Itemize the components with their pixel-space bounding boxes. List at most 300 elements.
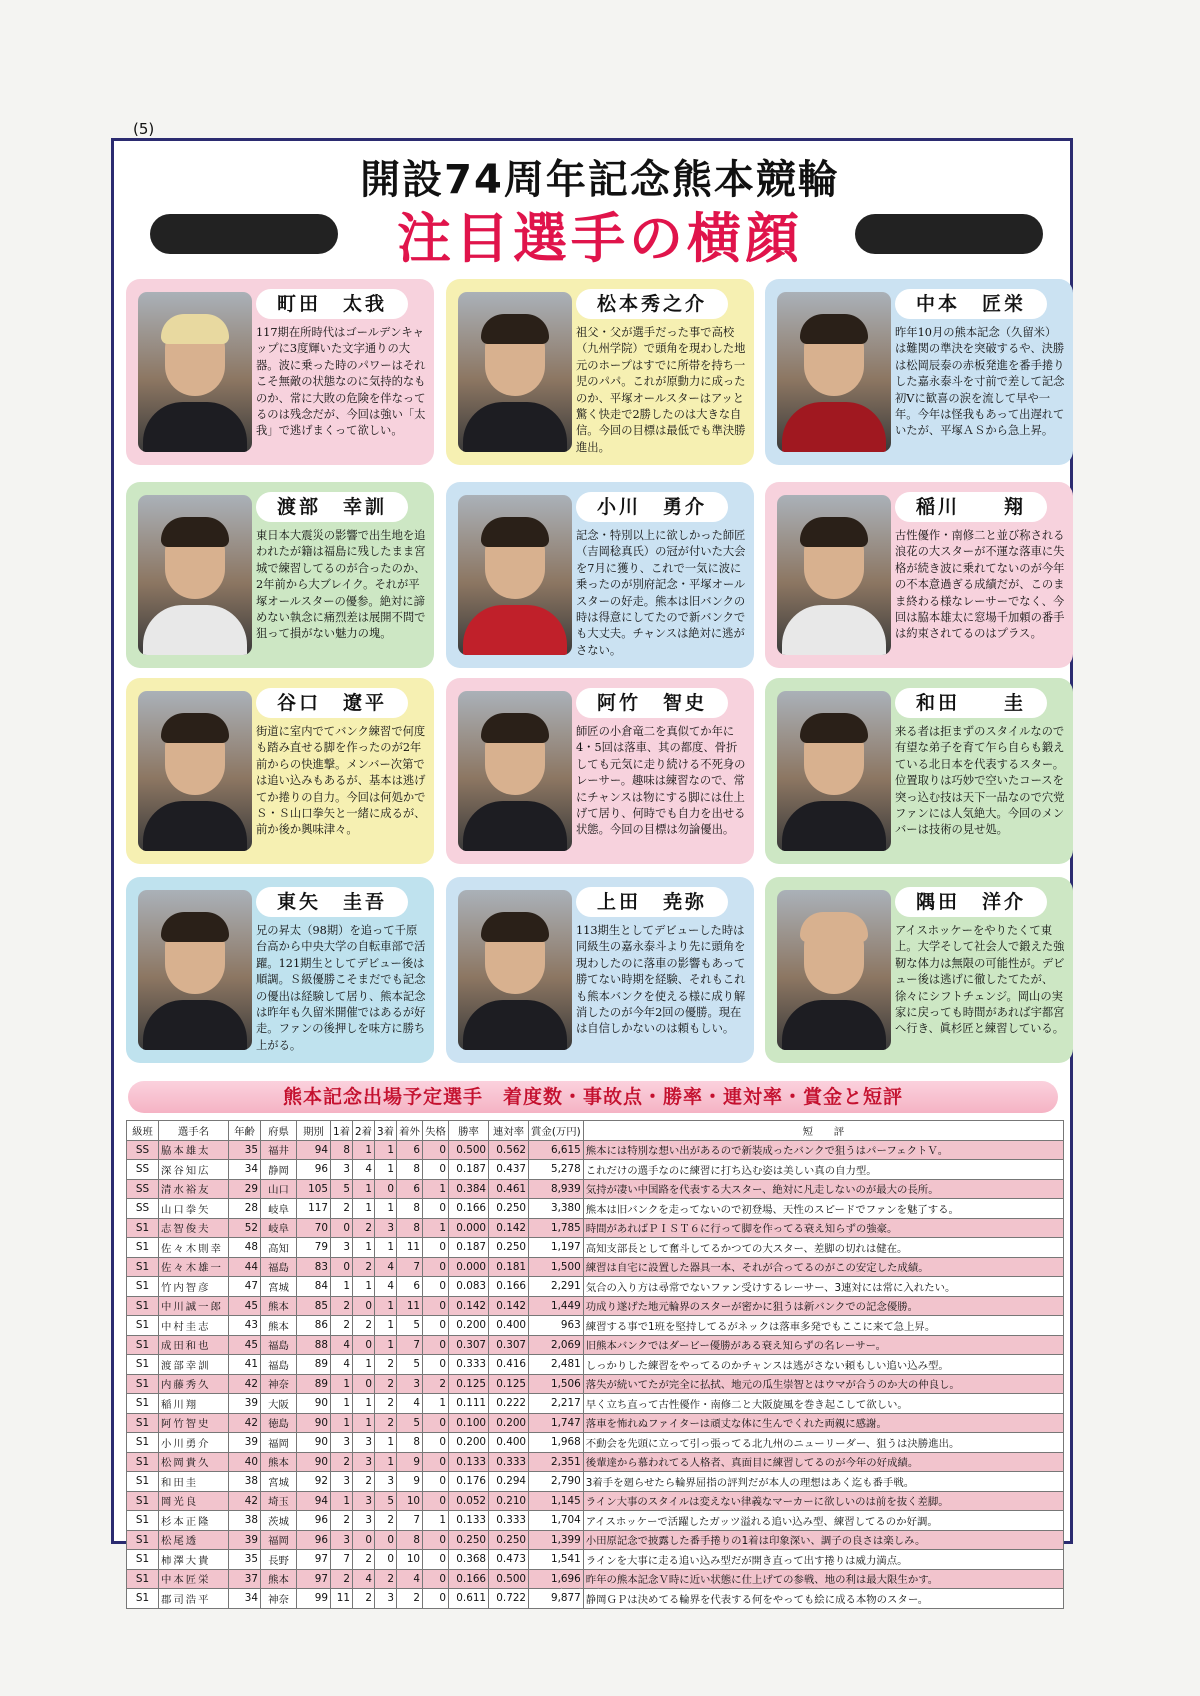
table-cell: 7: [397, 1257, 423, 1277]
table-cell: 内藤秀久: [159, 1374, 229, 1394]
table-cell: 0.222: [489, 1394, 529, 1414]
table-cell: 3: [331, 1238, 353, 1258]
player-card: [126, 279, 434, 465]
table-cell: 熊本: [261, 1452, 297, 1472]
table-cell: 11: [397, 1238, 423, 1258]
table-cell: S1: [127, 1374, 159, 1394]
table-cell: 脇本雄太: [159, 1140, 229, 1160]
table-cell: 0: [423, 1199, 449, 1219]
player-desc: 昨年10月の熊本記念（久留米）は難関の準決を突破するや、決勝は松岡辰泰の赤板発進を番手捲りした嘉永泰斗を寸前で差して記念初Vに歓喜の涙を流して早や一年。今年は怪我もあって出遅れていたが、平塚ＡＳから急上昇。: [895, 326, 1065, 438]
table-cell: 旧熊本バンクではダービー優勝がある衰え知らずの名レーサー。: [583, 1335, 1063, 1355]
table-cell: これだけの選手なのに練習に打ち込む姿は美しい真の自力型。: [583, 1160, 1063, 1180]
table-cell: 1: [375, 1160, 397, 1180]
table-cell: 柿澤大貴: [159, 1550, 229, 1570]
table-cell: SS: [127, 1199, 159, 1219]
table-row: [127, 1374, 1064, 1394]
table-cell: 4: [375, 1277, 397, 1297]
table-cell: 10: [397, 1491, 423, 1511]
table-cell: 2: [423, 1374, 449, 1394]
table-cell: 5: [397, 1316, 423, 1336]
table-row: [127, 1335, 1064, 1355]
table-cell: 0.307: [489, 1335, 529, 1355]
table-cell: 0.125: [449, 1374, 489, 1394]
table-cell: 8,939: [529, 1179, 584, 1199]
table-cell: 0.368: [449, 1550, 489, 1570]
table-cell: 7: [397, 1335, 423, 1355]
table-cell: 89: [297, 1355, 331, 1375]
table-cell: 79: [297, 1238, 331, 1258]
table-cell: 0: [423, 1550, 449, 1570]
table-cell: 84: [297, 1277, 331, 1297]
table-cell: 0.400: [489, 1433, 529, 1453]
table-cell: 8: [397, 1218, 423, 1238]
table-cell: 0: [353, 1335, 375, 1355]
table-cell: 0.187: [449, 1160, 489, 1180]
col-header: 級班: [127, 1121, 159, 1141]
table-cell: 杉本正隆: [159, 1511, 229, 1531]
table-row: [127, 1257, 1064, 1277]
table-cell: 42: [229, 1413, 261, 1433]
player-desc: 兄の昇太（98期）を追って千原台高から中央大学の自転車部で活躍。121期生としてデビュー後は順調。Ｓ級優勝こそまだでも記念の優出は経験して居り、熊本記念は昨年も久留米開催ではあるが好走。ファンの後押しを味方に勝ち上がる。: [256, 924, 426, 1052]
table-cell: 和田圭: [159, 1472, 229, 1492]
player-photo: [458, 890, 572, 1050]
table-cell: 44: [229, 1257, 261, 1277]
table-cell: 0.125: [489, 1374, 529, 1394]
col-header: 期別: [297, 1121, 331, 1141]
table-cell: 2: [353, 1589, 375, 1609]
player-card: [126, 678, 434, 864]
table-cell: 0: [353, 1374, 375, 1394]
table-cell: 1: [375, 1199, 397, 1219]
table-cell: 83: [297, 1257, 331, 1277]
player-name: 町田 太我: [256, 289, 408, 319]
table-cell: 0: [423, 1530, 449, 1550]
table-cell: 39: [229, 1394, 261, 1414]
table-cell: 7: [397, 1511, 423, 1531]
table-cell: 1,197: [529, 1238, 584, 1258]
table-cell: 岐阜: [261, 1218, 297, 1238]
table-cell: 0: [423, 1569, 449, 1589]
table-cell: ライン大事のスタイルは変えない律義なマーカーに欲しいのは前を抜く差脚。: [583, 1491, 1063, 1511]
table-cell: 竹内智彦: [159, 1277, 229, 1297]
table-cell: 2: [331, 1199, 353, 1219]
table-cell: 0.142: [489, 1218, 529, 1238]
table-cell: 35: [229, 1550, 261, 1570]
player-desc: 街道に室内でてバンク練習で何度も踏み直せる脚を作ったのが2年前からの快進撃。メンバー次第では追い込みもあるが、基本は逃げてか捲りの自力。今回は何処かでＳ・Ｓ山口拳矢と一緒に成るが、前か後か興味津々。: [256, 725, 426, 837]
table-cell: 高知: [261, 1238, 297, 1258]
table-cell: 0.181: [489, 1257, 529, 1277]
table-cell: 1: [331, 1374, 353, 1394]
table-cell: 4: [397, 1569, 423, 1589]
footer-marks: · · ·: [560, 1584, 606, 1595]
table-cell: S1: [127, 1335, 159, 1355]
table-cell: 熊本には特別な想い出があるので新装成ったバンクで狙うはパーフェクトＶ。: [583, 1140, 1063, 1160]
table-cell: 8: [331, 1140, 353, 1160]
table-cell: 1: [375, 1238, 397, 1258]
table-cell: 96: [297, 1530, 331, 1550]
player-desc: 記念・特別以上に欲しかった師匠（吉岡稔真氏）の冠が付いた大会を7月に獲り、これで一気に波に乗ったのが別府記念・平塚オールスターの好走。熊本は旧バンクの時は得意にしてたので新バンクでも大丈夫。チャンスは絶対に逃がさない。: [576, 529, 746, 657]
table-cell: 0: [331, 1218, 353, 1238]
table-cell: 0: [423, 1277, 449, 1297]
table-cell: 2: [375, 1569, 397, 1589]
player-photo: [138, 292, 252, 452]
player-photo: [138, 691, 252, 851]
table-cell: S1: [127, 1394, 159, 1414]
table-cell: S1: [127, 1218, 159, 1238]
table-cell: 阿竹智史: [159, 1413, 229, 1433]
table-cell: S1: [127, 1589, 159, 1609]
table-cell: 2: [375, 1394, 397, 1414]
table-cell: 神奈: [261, 1589, 297, 1609]
player-card: [126, 482, 434, 668]
table-cell: 0.500: [489, 1569, 529, 1589]
player-name: 松本秀之介: [576, 289, 728, 319]
table-cell: 早く立ち直って古性優作・南修二と大阪旋風を巻き起こして欲しい。: [583, 1394, 1063, 1414]
player-photo: [458, 495, 572, 655]
table-cell: 2: [353, 1472, 375, 1492]
table-row: [127, 1296, 1064, 1316]
table-cell: 0: [423, 1335, 449, 1355]
table-cell: 佐々木雄一: [159, 1257, 229, 1277]
table-cell: 1,968: [529, 1433, 584, 1453]
table-cell: 1: [353, 1277, 375, 1297]
table-row: [127, 1511, 1064, 1531]
table-title: 熊本記念出場予定選手 着度数・事故点・勝率・連対率・賞金と短評: [128, 1081, 1058, 1113]
table-cell: 1: [375, 1316, 397, 1336]
player-desc: 祖父・父が選手だった事で高校（九州学院）で頭角を現わした地元のホープはすでに所帯を持ち一児のパパ。これが原動力に成ったのか、平塚オールスターはアッと驚く快走で2勝したのは大きな自信。今回の目標は最低でも準決勝進出。: [576, 326, 746, 454]
table-cell: 5: [397, 1355, 423, 1375]
table-cell: 1: [353, 1394, 375, 1414]
table-cell: 42: [229, 1491, 261, 1511]
table-cell: 0.333: [449, 1355, 489, 1375]
table-cell: 2: [331, 1569, 353, 1589]
table-row: [127, 1160, 1064, 1180]
table-cell: 静岡: [261, 1160, 297, 1180]
table-cell: 1: [375, 1433, 397, 1453]
table-cell: 43: [229, 1316, 261, 1336]
table-cell: 35: [229, 1140, 261, 1160]
player-name: 中本 匠栄: [895, 289, 1047, 319]
table-cell: 117: [297, 1199, 331, 1219]
table-cell: 2: [375, 1413, 397, 1433]
table-row: [127, 1355, 1064, 1375]
player-name: 和田 圭: [895, 688, 1047, 718]
table-cell: 徳島: [261, 1413, 297, 1433]
table-cell: 37: [229, 1569, 261, 1589]
table-cell: 2,217: [529, 1394, 584, 1414]
player-photo: [138, 495, 252, 655]
table-cell: 静岡ＧＰは決めてる輪界を代表する何をやっても絵に成る本物のスター。: [583, 1589, 1063, 1609]
table-cell: 気持が凄い中国路を代表する大スター、絶対に凡走しないのが最大の長所。: [583, 1179, 1063, 1199]
table-cell: 94: [297, 1140, 331, 1160]
table-cell: 0.562: [489, 1140, 529, 1160]
table-cell: SS: [127, 1179, 159, 1199]
table-cell: 4: [397, 1394, 423, 1414]
table-cell: 90: [297, 1413, 331, 1433]
table-cell: 昨年の熊本記念Ｖ時に近い状態に仕上げての参戦、地の利は最大限生かす。: [583, 1569, 1063, 1589]
table-cell: 47: [229, 1277, 261, 1297]
table-cell: 1,785: [529, 1218, 584, 1238]
table-cell: 福島: [261, 1257, 297, 1277]
player-desc: 来る者は拒まずのスタイルなので有望な弟子を育て乍ら自らも鍛えている北日本を代表するスター。位置取りは巧妙で空いたコースを突っ込む技は天下一品なので穴党ファンには人気絶大。今回のメンバーは技術の見せ処。: [895, 725, 1065, 837]
table-cell: 1: [353, 1413, 375, 1433]
table-cell: 0.294: [489, 1472, 529, 1492]
player-card: [765, 877, 1073, 1063]
table-cell: 練習は自宅に設置した器具一本、それが合ってるのがこの安定した成績。: [583, 1257, 1063, 1277]
table-row: [127, 1238, 1064, 1258]
table-cell: 郡司浩平: [159, 1589, 229, 1609]
table-cell: 佐々木則幸: [159, 1238, 229, 1258]
table-cell: 963: [529, 1316, 584, 1336]
table-cell: S1: [127, 1257, 159, 1277]
player-card: [126, 877, 434, 1063]
table-cell: 28: [229, 1199, 261, 1219]
table-cell: 2,351: [529, 1452, 584, 1472]
table-row: [127, 1140, 1064, 1160]
table-cell: 97: [297, 1569, 331, 1589]
player-desc: 117期在所時代はゴールデンキャップに3度輝いた文字通りの大器。波に乗った時のパワーはそれこそ無敵の状態なのに気持的なものか、常に大敗の危険を伴なってるのは残念だが、今回は強い「太我」で逃げまくって欲しい。: [256, 326, 426, 438]
table-cell: 4: [353, 1569, 375, 1589]
table-row: [127, 1491, 1064, 1511]
table-cell: 岐阜: [261, 1199, 297, 1219]
table-cell: 1,500: [529, 1257, 584, 1277]
table-row: [127, 1218, 1064, 1238]
table-cell: 8: [397, 1160, 423, 1180]
table-cell: 38: [229, 1472, 261, 1492]
table-cell: SS: [127, 1140, 159, 1160]
table-cell: 0.052: [449, 1491, 489, 1511]
table-cell: 福島: [261, 1335, 297, 1355]
table-cell: 熊本: [261, 1296, 297, 1316]
table-cell: 1: [353, 1199, 375, 1219]
player-photo: [777, 495, 891, 655]
table-cell: 90: [297, 1433, 331, 1453]
player-desc: 古性優作・南修二と並び称される浪花の大スターが不運な落車に失格が続き波に乗れてないのが今年の不本意過ぎる成績だが、このまま終わる様なレーサーでなく、今回は脇本雄太に窓場千加頼の番手は約束されてるのはプラス。: [895, 529, 1065, 641]
table-cell: 熊本: [261, 1316, 297, 1336]
table-cell: 3: [353, 1433, 375, 1453]
table-cell: 0: [331, 1257, 353, 1277]
table-cell: S1: [127, 1296, 159, 1316]
table-cell: 大阪: [261, 1394, 297, 1414]
table-cell: 2: [375, 1374, 397, 1394]
table-cell: 96: [297, 1160, 331, 1180]
col-header: 年齢: [229, 1121, 261, 1141]
table-row: [127, 1530, 1064, 1550]
table-cell: 山口: [261, 1179, 297, 1199]
table-row: [127, 1413, 1064, 1433]
table-cell: S1: [127, 1569, 159, 1589]
page-number: (5): [133, 120, 155, 138]
table-cell: しっかりした練習をやってるのかチャンスは逃がさない頼もしい追い込み型。: [583, 1355, 1063, 1375]
table-cell: 0.200: [489, 1413, 529, 1433]
table-cell: 2: [331, 1511, 353, 1531]
table-cell: 0.307: [449, 1335, 489, 1355]
table-cell: S1: [127, 1530, 159, 1550]
table-cell: 1,704: [529, 1511, 584, 1531]
table-row: [127, 1472, 1064, 1492]
table-cell: S1: [127, 1355, 159, 1375]
table-cell: 2: [331, 1316, 353, 1336]
table-cell: 1,696: [529, 1569, 584, 1589]
player-name: 東矢 圭吾: [256, 887, 408, 917]
table-cell: 0: [423, 1472, 449, 1492]
table-cell: 3: [375, 1472, 397, 1492]
table-cell: 0.500: [449, 1140, 489, 1160]
table-cell: 1: [423, 1179, 449, 1199]
table-cell: 3: [331, 1433, 353, 1453]
table-cell: 0.142: [489, 1296, 529, 1316]
table-cell: 5: [331, 1179, 353, 1199]
table-cell: 105: [297, 1179, 331, 1199]
table-cell: 2: [353, 1550, 375, 1570]
col-header: 賞金(万円): [529, 1121, 584, 1141]
table-cell: 0: [423, 1160, 449, 1180]
col-header: 1着: [331, 1121, 353, 1141]
table-cell: 2: [375, 1511, 397, 1531]
table-cell: 1: [423, 1218, 449, 1238]
table-cell: 97: [297, 1550, 331, 1570]
table-cell: 熊本: [261, 1569, 297, 1589]
table-cell: 0.200: [449, 1433, 489, 1453]
player-card: [765, 678, 1073, 864]
table-cell: 1: [423, 1394, 449, 1414]
table-cell: S1: [127, 1550, 159, 1570]
table-cell: 6: [397, 1140, 423, 1160]
table-cell: 6: [397, 1179, 423, 1199]
table-cell: 8: [397, 1433, 423, 1453]
player-photo: [458, 691, 572, 851]
table-cell: 0.166: [449, 1569, 489, 1589]
table-cell: 深谷知広: [159, 1160, 229, 1180]
table-cell: 99: [297, 1589, 331, 1609]
table-cell: 0: [353, 1530, 375, 1550]
table-cell: 0.333: [489, 1452, 529, 1472]
player-name: 渡部 幸訓: [256, 492, 408, 522]
player-card: [446, 877, 754, 1063]
player-card: [446, 482, 754, 668]
player-name: 阿竹 智史: [576, 688, 728, 718]
table-cell: 5: [375, 1491, 397, 1511]
table-cell: 34: [229, 1589, 261, 1609]
table-row: [127, 1452, 1064, 1472]
table-cell: 0: [423, 1140, 449, 1160]
table-cell: S1: [127, 1316, 159, 1336]
table-cell: 1: [353, 1355, 375, 1375]
table-cell: S1: [127, 1511, 159, 1531]
table-cell: 0.250: [489, 1530, 529, 1550]
table-cell: S1: [127, 1433, 159, 1453]
table-cell: 0: [423, 1452, 449, 1472]
table-cell: 2: [353, 1257, 375, 1277]
player-card: [765, 279, 1073, 465]
table-cell: 4: [331, 1335, 353, 1355]
table-cell: 中本匠栄: [159, 1569, 229, 1589]
table-cell: 3: [375, 1589, 397, 1609]
table-cell: 0.000: [449, 1218, 489, 1238]
table-cell: 0.384: [449, 1179, 489, 1199]
table-cell: 1: [375, 1452, 397, 1472]
player-card: [446, 678, 754, 864]
table-cell: 高知支部長として奮斗してるかつての大スター、差脚の切れは健在。: [583, 1238, 1063, 1258]
table-cell: 小田原記念で披露した番手捲りの1着は印象深い、調子の良さは楽しみ。: [583, 1530, 1063, 1550]
table-cell: 9: [397, 1452, 423, 1472]
table-cell: 8: [397, 1199, 423, 1219]
table-cell: 福岡: [261, 1433, 297, 1453]
table-cell: 0.200: [449, 1316, 489, 1336]
table-cell: 松岡貴久: [159, 1452, 229, 1472]
table-cell: 0.333: [489, 1511, 529, 1531]
table-cell: 1,399: [529, 1530, 584, 1550]
table-cell: 90: [297, 1452, 331, 1472]
table-cell: 0.416: [489, 1355, 529, 1375]
table-cell: 88: [297, 1335, 331, 1355]
player-desc: 113期生としてデビューした時は同級生の嘉永泰斗より先に頭角を現わしたのに落車の影響もあって勝てない時期を経験、それもこれも熊本バンクを使える様に成り解消したのが今年2回の優勝。現在は自信しかないのは頼もしい。: [576, 924, 746, 1036]
player-photo: [777, 890, 891, 1050]
table-cell: SS: [127, 1160, 159, 1180]
table-cell: 0: [375, 1530, 397, 1550]
table-cell: 0: [423, 1257, 449, 1277]
header-subtitle: 開設74周年記念熊本競輪: [360, 157, 840, 203]
table-row: [127, 1179, 1064, 1199]
table-row: [127, 1394, 1064, 1414]
table-cell: 3着手を廻らせたら輪界屈指の評判だが本人の理想はあく迄も番手戦。: [583, 1472, 1063, 1492]
table-cell: 0.250: [489, 1199, 529, 1219]
table-cell: 1: [375, 1335, 397, 1355]
table-cell: 福井: [261, 1140, 297, 1160]
table-cell: 神奈: [261, 1374, 297, 1394]
table-cell: 3: [331, 1472, 353, 1492]
player-desc: 東日本大震災の影響で出生地を追われたが籍は福島に残したまま宮城で練習してるのが合ったのか、2年前から大ブレイク。それが平塚オールスターの優参。絶対に諦めない執念に痛烈差は展開不問で狙って損がない魅力の塊。: [256, 529, 426, 641]
table-cell: 45: [229, 1335, 261, 1355]
table-header-row: [127, 1121, 1064, 1141]
table-cell: 4: [331, 1355, 353, 1375]
table-cell: 長野: [261, 1550, 297, 1570]
table-cell: 0.100: [449, 1413, 489, 1433]
table-cell: 成田和也: [159, 1335, 229, 1355]
table-cell: 9: [397, 1472, 423, 1492]
table-cell: 1,506: [529, 1374, 584, 1394]
table-cell: 山口拳矢: [159, 1199, 229, 1219]
table-cell: 2: [331, 1296, 353, 1316]
table-cell: 0.111: [449, 1394, 489, 1414]
player-desc: 師匠の小倉竜二を真似てか年に4・5回は落車、其の都度、骨折しても元気に走り続ける不死身のレーサー。趣味は練習なので、常にチャンスは物にする脚には仕上げて居り、何時でも自力を出せる状態。今回の目標は勿論優出。: [576, 725, 746, 837]
table-cell: 1,145: [529, 1491, 584, 1511]
table-cell: 11: [397, 1296, 423, 1316]
table-cell: 1: [331, 1277, 353, 1297]
col-header: 失格: [423, 1121, 449, 1141]
table-cell: 1: [331, 1394, 353, 1414]
table-cell: 2,069: [529, 1335, 584, 1355]
table-cell: 0.611: [449, 1589, 489, 1609]
table-cell: 85: [297, 1296, 331, 1316]
table-cell: 0.166: [449, 1199, 489, 1219]
table-cell: 45: [229, 1296, 261, 1316]
table-cell: 0.250: [449, 1530, 489, 1550]
table-cell: 2: [375, 1355, 397, 1375]
table-cell: 3,380: [529, 1199, 584, 1219]
table-cell: 3: [331, 1530, 353, 1550]
table-cell: 2: [331, 1452, 353, 1472]
table-cell: 1: [353, 1179, 375, 1199]
table-cell: 89: [297, 1374, 331, 1394]
table-cell: 0: [423, 1589, 449, 1609]
table-cell: 0.133: [449, 1452, 489, 1472]
table-cell: 中村圭志: [159, 1316, 229, 1336]
table-cell: 0.210: [489, 1491, 529, 1511]
table-cell: 0.437: [489, 1160, 529, 1180]
col-header: 勝率: [449, 1121, 489, 1141]
table-cell: 埼玉: [261, 1491, 297, 1511]
